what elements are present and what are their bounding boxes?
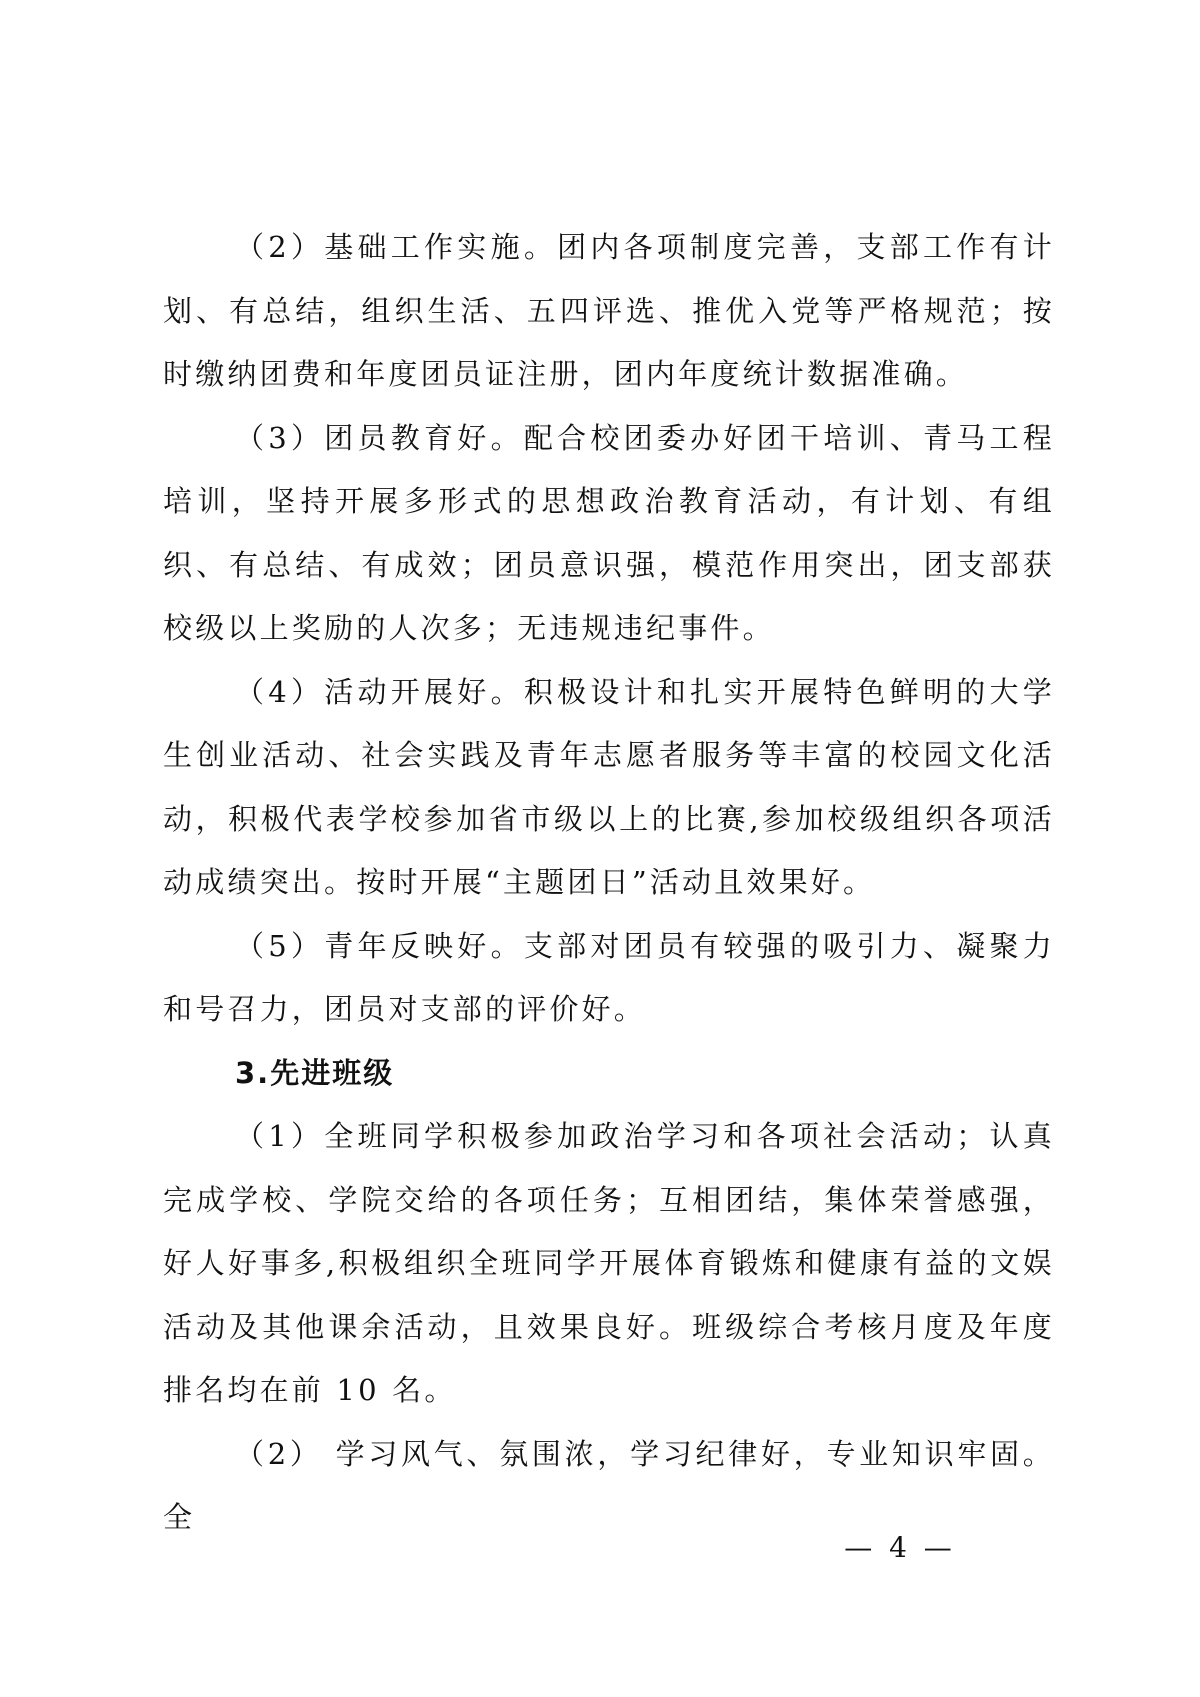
body-text: [163, 216, 1055, 1550]
paragraph-member-education: （3）团员教育好。配合校团委办好团干培训、青马工程培训，坚持开展多形式的思想政治教育活动，有计划、有组织、有总结、有成效；团员意识强，模范作用突出，团支部获校级以上奖励的人次多；无违规违纪事件。: [163, 420, 1055, 645]
page-number: — 4 —: [844, 1531, 956, 1564]
paragraph-class-participation: （1）全班同学积极参加政治学习和各项社会活动；认真完成学校、学院交给的各项任务；互相团结，集体荣誉感强，好人好事多,积极组织全班同学开展体育锻炼和健康有益的文娱活动及其他课余活动，且效果良好。班级综合考核月度及年度排名均在前 10 名。: [163, 1119, 1055, 1407]
paragraph-basic-work: （2）基础工作实施。团内各项制度完善，支部工作有计划、有总结，组织生活、五四评选、推优入党等严格规范；按时缴纳团费和年度团员证注册，团内年度统计数据准确。: [163, 230, 1055, 391]
paragraph-study-atmosphere: （2） 学习风气、氛围浓，学习纪律好，专业知识牢固。全: [163, 1436, 1055, 1534]
paragraph-activities: （4）活动开展好。积极设计和扎实开展特色鲜明的大学生创业活动、社会实践及青年志愿者服务等丰富的校园文化活动，积极代表学校参加省市级以上的比赛,参加校级组织各项活动成绩突出。按时开展“主题团日”活动且效果好。: [163, 674, 1055, 899]
section-heading-advanced-class: 3.先进班级: [235, 1055, 395, 1090]
paragraph-youth-feedback: （5）青年反映好。支部对团员有较强的吸引力、凝聚力和号召力，团员对支部的评价好。: [163, 928, 1055, 1026]
